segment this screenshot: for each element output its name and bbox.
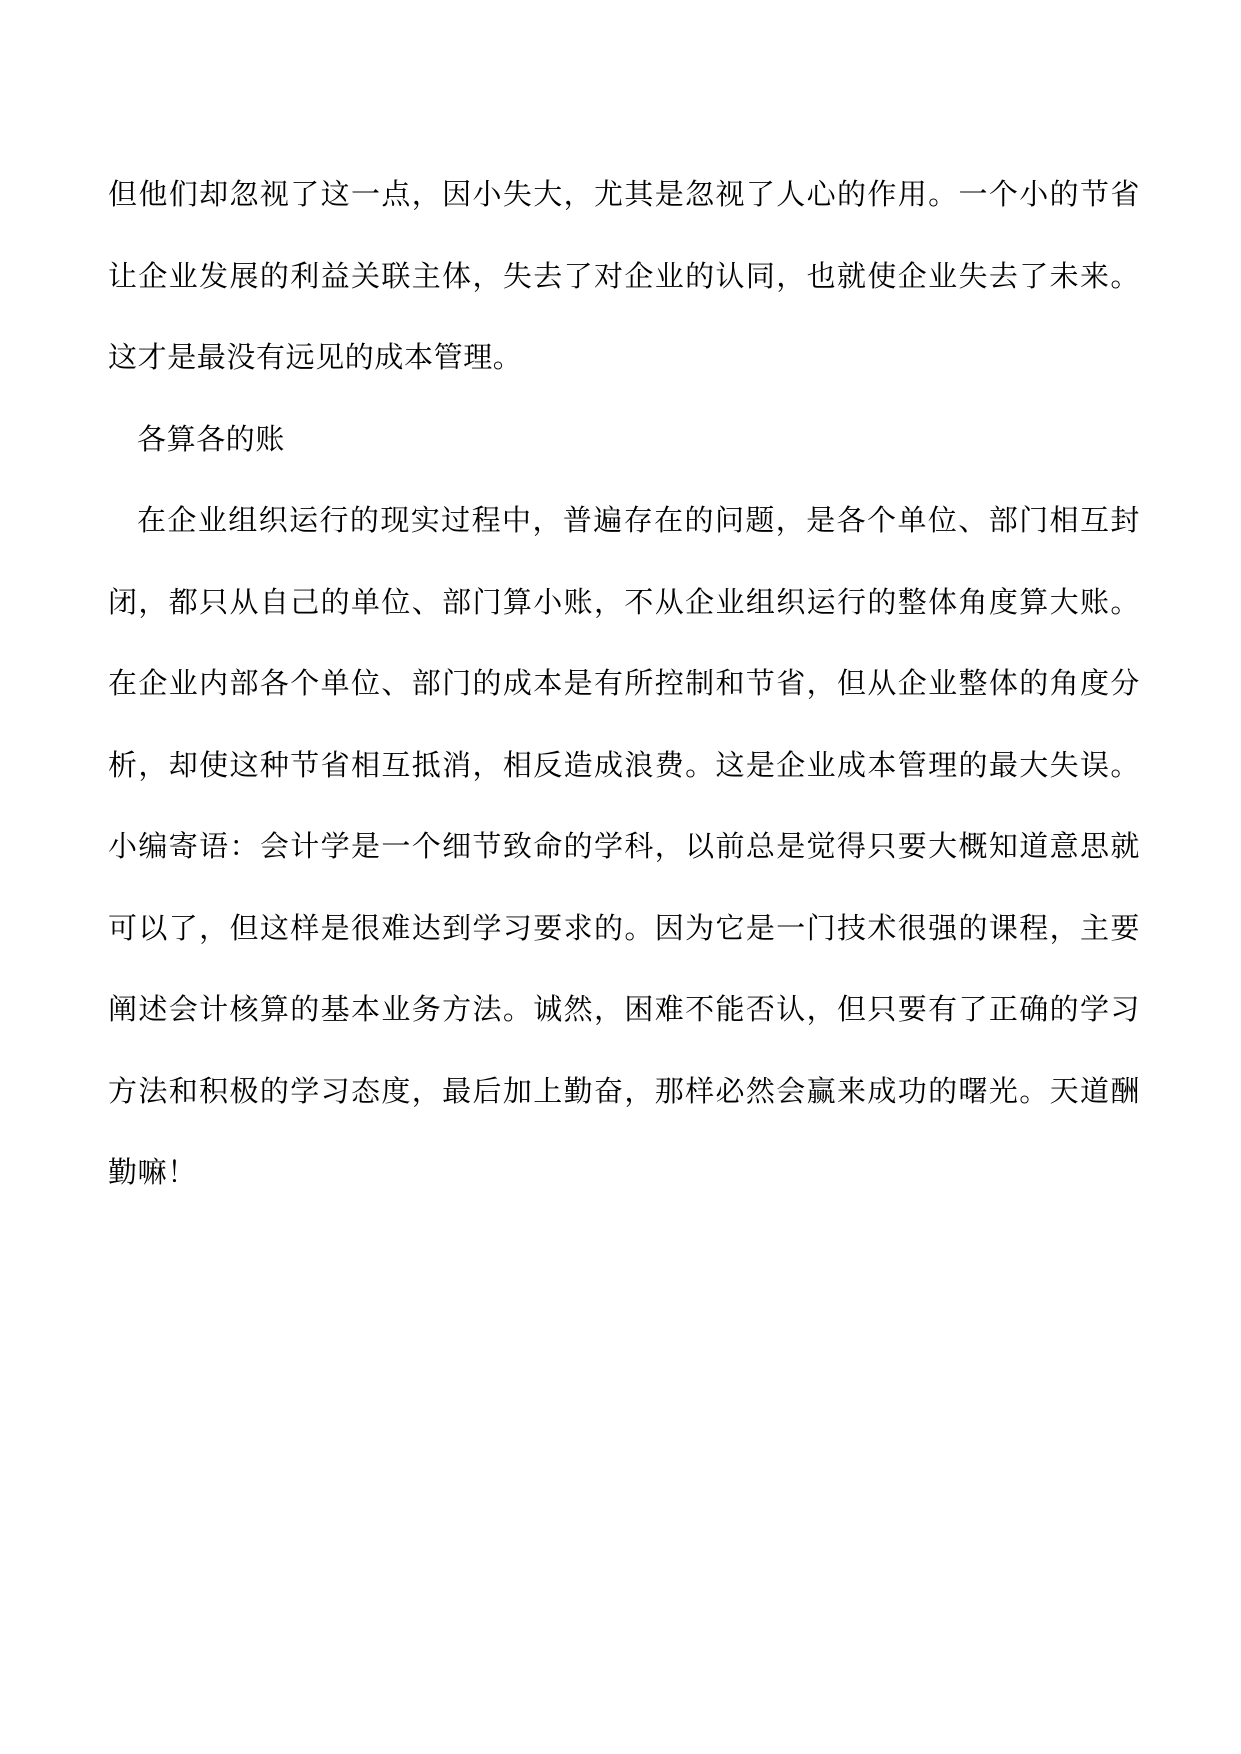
paragraph-department-accounting: 在企业组织运行的现实过程中，普遍存在的问题，是各个单位、部门相互封闭，都只从自己的单位、部门算小账，不从企业组织运行的整体角度算大账。在企业内部各个单位、部门的成本是有所控制和节省，但从企业整体的角度分析，却使这种节省相互抵消，相反造成浪费。这是企业成本管理的最大失误。小编寄语：会计学是一个细节致命的学科，以前总是觉得只要大概知道意思就可以了，但这样是很难达到学习要求的。因为它是一门技术很强的课程，主要阐述会计核算的基本业务方法。诚然，困难不能否认，但只要有了正确的学习方法和积极的学习态度，最后加上勤奋，那样必然会赢来成功的曙光。天道酬勤嘛！ (108, 503, 1140, 1189)
paragraph-cost-management-conclusion: 但他们却忽视了这一点，因小失大，尤其是忽视了人心的作用。一个小的节省让企业发展的利益关联主体，失去了对企业的认同，也就使企业失去了未来。这才是最没有远见的成本管理。 (108, 177, 1140, 374)
document-body (108, 154, 1140, 1214)
section-heading: 各算各的账 (137, 421, 286, 456)
